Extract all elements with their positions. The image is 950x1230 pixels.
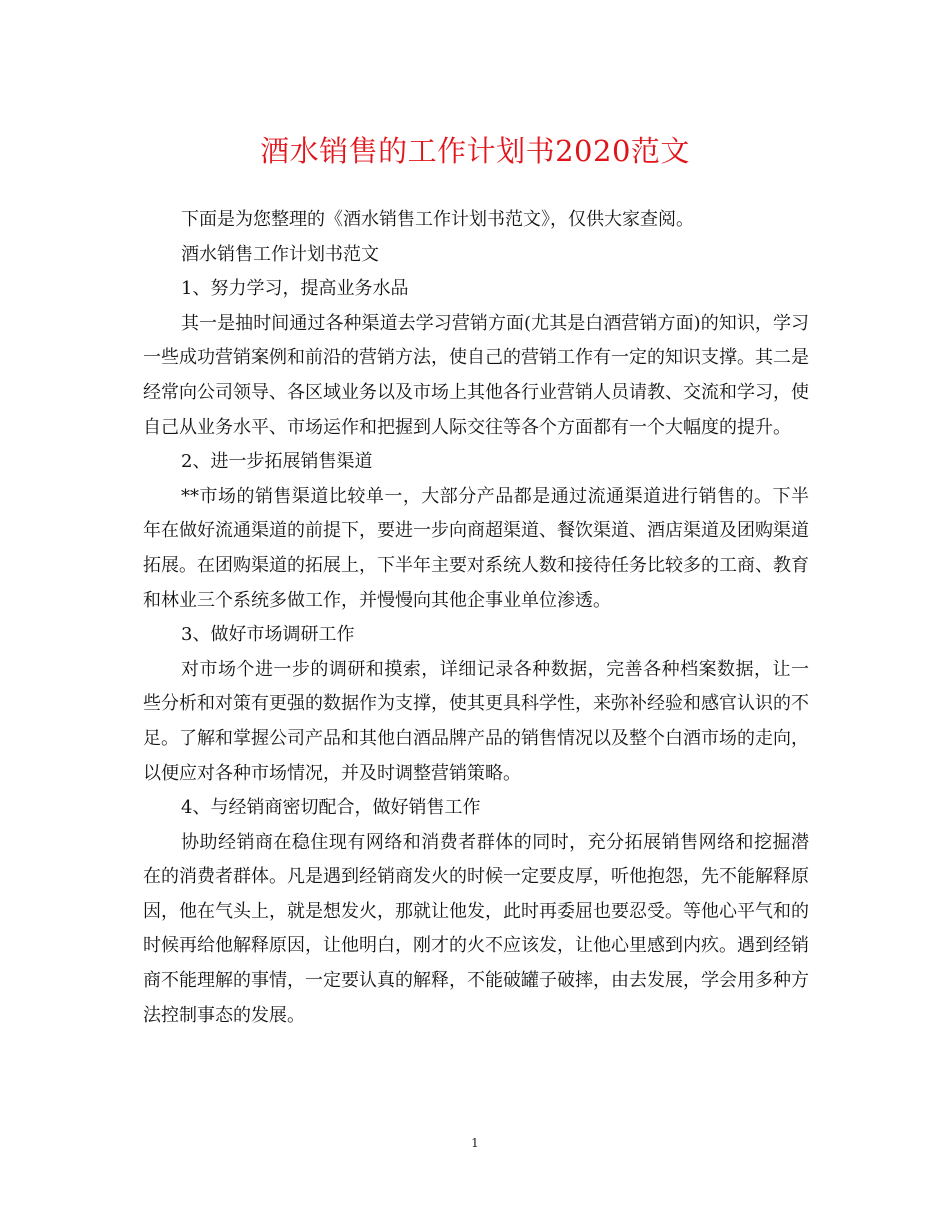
document-title: 酒水销售的工作计划书2020范文 [260, 134, 690, 168]
section-heading-4: 4、与经销商密切配合，做好销售工作 [181, 797, 481, 819]
section-body-2: **市场的销售渠道比较单一，大部分产品都是通过流通渠道进行销售的。下半年在做好流通渠道的前提下，要进一步向商超渠道、餐饮渠道、酒店渠道及团购渠道拓展。在团购渠道的拓展上，下半年主要对系统人数和接待任务比较多的工商、教育和林业三个系统多做工作，并慢慢向其他企事业单位渗透。 [143, 485, 809, 611]
section-body-3: 对市场个进一步的调研和摸索，详细记录各种数据，完善各种档案数据，让一些分析和对策有更强的数据作为支撑，使其更具科学性，来弥补经验和感官认识的不足。了解和掌握公司产品和其他白酒品牌产品的销售情况以及整个白酒市场的走向，以便应对各种市场情况，并及时调整营销策略。 [143, 658, 809, 784]
section-heading-2: 2、进一步拓展销售渠道 [181, 451, 373, 473]
section-body-1: 其一是抽时间通过各种渠道去学习营销方面(尤其是白酒营销方面)的知识，学习一些成功营销案例和前沿的营销方法，使自己的营销工作有一定的知识支撑。其二是经常向公司领导、各区域业务以及市场上其他各行业营销人员请教、交流和学习，使自己从业务水平、市场运作和把握到人际交往等各个方面都有一个大幅度的提升。 [143, 312, 809, 438]
intro-paragraph: 下面是为您整理的《酒水销售工作计划书范文》，仅供大家查阅。 [181, 209, 694, 230]
subtitle-paragraph: 酒水销售工作计划书范文 [181, 243, 379, 265]
section-heading-3: 3、做好市场调研工作 [181, 624, 355, 646]
section-body-4: 协助经销商在稳住现有网络和消费者群体的同时，充分拓展销售网络和挖掘潜在的消费者群体。凡是遇到经销商发火的时候一定要皮厚，听他抱怨，先不能解释原因，他在气头上，就是想发火，那就让他发，此时再委屈也要忍受。等他心平气和的时候再给他解释原因，让他明白，刚才的火不应该发，让他心里感到内疚。遇到经销商不能理解的事情，一定要认真的解释，不能破罐子破摔，由去发展，学会用多种方法控制事态的发展。 [143, 831, 809, 1026]
page-number: 1 [471, 1136, 479, 1150]
document-body [143, 203, 809, 1033]
section-heading-1: 1、努力学习，提高业务水品 [181, 278, 409, 300]
